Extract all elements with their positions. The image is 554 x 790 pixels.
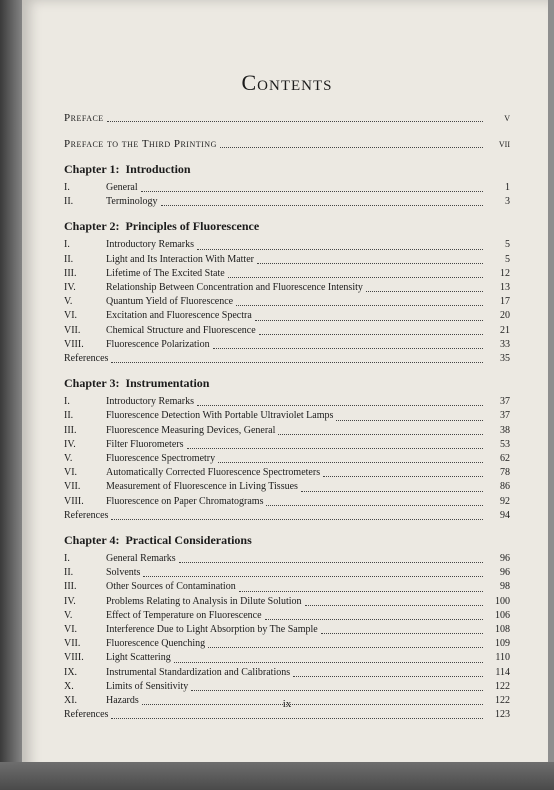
contents-body — [64, 70, 510, 723]
toc-entry — [64, 480, 510, 494]
entry-number: V. — [64, 453, 73, 465]
entry-title: Quantum Yield of Fluorescence — [106, 296, 234, 308]
dot-leader — [257, 262, 483, 264]
entry-number: III. — [64, 581, 77, 593]
toc-entry — [64, 195, 510, 209]
entry-page: 37 — [500, 396, 510, 408]
entry-number: VI. — [64, 624, 78, 636]
dot-leader — [213, 347, 483, 349]
toc-entry — [64, 609, 510, 623]
entry-number: III. — [64, 424, 77, 436]
dot-leader — [218, 461, 483, 463]
dot-leader — [220, 146, 483, 148]
entry-page: 110 — [495, 652, 510, 664]
entry-page: 21 — [500, 324, 510, 336]
entry-page: 20 — [500, 310, 510, 322]
entry-title: Other Sources of Contamination — [106, 581, 236, 593]
entry-number: I. — [64, 239, 70, 251]
entry-number: VII. — [64, 324, 81, 336]
front-matter-entry — [64, 136, 510, 152]
entry-number: VIII. — [64, 338, 84, 350]
entry-number: IV. — [64, 595, 76, 607]
entry-page: 123 — [495, 709, 510, 721]
toc-entry — [64, 324, 510, 338]
entry-number: I. — [64, 182, 70, 193]
entry-title: Light Scattering — [106, 652, 171, 664]
entry-title: References — [64, 353, 109, 365]
entry-page: 1 — [505, 182, 510, 193]
contents-heading: Contents — [241, 70, 333, 95]
entry-page: 3 — [505, 196, 510, 208]
chapter-label: Chapter 2: — [64, 219, 120, 234]
dot-leader — [265, 618, 483, 620]
toc-entry — [64, 438, 510, 452]
chapter-label: Chapter 1: — [64, 162, 120, 176]
toc-entry — [64, 238, 510, 252]
chapter-heading — [64, 376, 510, 391]
toc-entry — [64, 338, 510, 352]
entry-number: VII. — [64, 638, 81, 650]
entry-title: Relationship Between Concentration and Fluorescence Intensity — [106, 282, 363, 294]
entry-number: XI. — [64, 695, 78, 707]
entry-title: Instrumental Standardization and Calibrations — [106, 666, 291, 678]
toc-entry — [64, 452, 510, 466]
dot-leader — [323, 475, 483, 477]
chapter-section — [64, 162, 510, 209]
entry-title: Fluorescence Detection With Portable Ultraviolet Lamps — [106, 410, 334, 422]
dot-leader — [161, 204, 483, 206]
entry-page: vii — [498, 138, 510, 150]
chapter-section — [64, 376, 510, 523]
entry-number: II. — [64, 567, 74, 579]
toc-entry — [64, 552, 510, 566]
toc-entry — [64, 580, 510, 594]
entry-page: 108 — [495, 624, 510, 636]
entry-number: VI. — [64, 310, 78, 322]
toc-entry — [64, 424, 510, 438]
dot-leader — [111, 361, 483, 363]
book-spine — [0, 0, 24, 790]
dot-leader — [197, 248, 483, 250]
entry-page: 96 — [500, 553, 510, 565]
entry-title: Introductory Remarks — [106, 396, 195, 408]
toc-entry — [64, 495, 510, 509]
chapter-title: Principles of Fluorescence — [125, 219, 260, 234]
entry-page: 94 — [500, 509, 510, 521]
chapter-title: Introduction — [125, 162, 191, 176]
chapter-heading — [64, 162, 510, 177]
entry-title: Problems Relating to Analysis in Dilute Solution — [106, 595, 302, 607]
dot-leader — [228, 276, 483, 278]
dot-leader — [111, 518, 483, 520]
toc-entry — [64, 680, 510, 694]
toc-entry — [64, 267, 510, 281]
entry-number: VIII. — [64, 652, 84, 664]
dot-leader — [239, 590, 483, 592]
dot-leader — [259, 333, 483, 335]
entry-number: III. — [64, 267, 77, 279]
chapter-heading — [64, 533, 510, 548]
toc-entry — [64, 651, 510, 665]
entry-title: Filter Fluorometers — [106, 438, 184, 450]
dot-leader — [301, 490, 483, 492]
chapter-label: Chapter 4: — [64, 533, 120, 548]
entry-title: Fluorescence Quenching — [106, 638, 206, 650]
entry-title: References — [64, 709, 109, 721]
dot-leader — [191, 689, 483, 691]
entry-number: V. — [64, 296, 73, 308]
entry-number: VII. — [64, 481, 81, 493]
toc-entry — [64, 309, 510, 323]
chapter-heading — [64, 219, 510, 234]
entry-number: IX. — [64, 666, 78, 678]
entry-page: 35 — [500, 353, 510, 365]
dot-leader — [336, 419, 483, 421]
entry-title: Measurement of Fluorescence in Living Tissues — [106, 481, 298, 493]
entry-page: v — [504, 112, 510, 124]
references-entry — [64, 509, 510, 523]
toc-entry — [64, 281, 510, 295]
entry-number: VI. — [64, 467, 78, 479]
entry-title: Automatically Corrected Fluorescence Spectrometers — [106, 467, 321, 479]
book-bottom-edge — [0, 762, 554, 790]
entry-number: IV. — [64, 438, 76, 450]
entry-title: Fluorescence Spectrometry — [106, 453, 216, 465]
entry-title: Preface — [64, 112, 104, 124]
entry-number: I. — [64, 553, 70, 565]
entry-title: Chemical Structure and Fluorescence — [106, 324, 256, 336]
entry-page: 5 — [505, 239, 510, 251]
chapter-section — [64, 533, 510, 722]
dot-leader — [187, 447, 484, 449]
entry-page: 92 — [500, 495, 510, 507]
entry-title: Effect of Temperature on Fluorescence — [106, 609, 262, 621]
entry-title: Limits of Sensitivity — [106, 680, 189, 692]
chapter-title: Practical Considerations — [125, 533, 252, 548]
entry-page: 38 — [500, 424, 510, 436]
dot-leader — [141, 190, 483, 192]
entry-title: General Remarks — [106, 553, 176, 565]
toc-entry — [64, 566, 510, 580]
entry-page: 17 — [500, 296, 510, 308]
dot-leader — [111, 717, 483, 719]
references-entry — [64, 708, 510, 722]
entry-title: Excitation and Fluorescence Spectra — [106, 310, 252, 322]
dot-leader — [293, 675, 483, 677]
entry-title: Introductory Remarks — [106, 239, 195, 251]
chapter-label: Chapter 3: — [64, 376, 120, 391]
chapter-list — [64, 162, 510, 723]
entry-number: II. — [64, 253, 74, 265]
front-matter-list — [64, 110, 510, 152]
entry-page: 109 — [495, 638, 510, 650]
entry-number: I. — [64, 396, 70, 408]
toc-entry — [64, 466, 510, 480]
entry-page: 33 — [500, 338, 510, 350]
entry-page: 78 — [500, 467, 510, 479]
dot-leader — [366, 290, 483, 292]
toc-entry — [64, 409, 510, 423]
entry-number: V. — [64, 609, 73, 621]
entry-number: II. — [64, 196, 74, 208]
entry-page: 13 — [500, 282, 510, 294]
entry-title: Terminology — [106, 196, 158, 208]
toc-entry — [64, 666, 510, 680]
entry-page: 12 — [500, 267, 510, 279]
entry-title: Fluorescence Polarization — [106, 338, 210, 350]
dot-leader — [321, 632, 483, 634]
entry-title: Light and Its Interaction With Matter — [106, 253, 254, 265]
entry-page: 96 — [500, 567, 510, 579]
dot-leader — [278, 433, 483, 435]
entry-title: Solvents — [106, 567, 141, 579]
entry-page: 122 — [495, 680, 510, 692]
toc-entry — [64, 181, 510, 195]
dot-leader — [305, 604, 483, 606]
entry-title: Hazards — [106, 695, 139, 707]
dot-leader — [255, 319, 483, 321]
toc-entry — [64, 637, 510, 651]
entry-page: 100 — [495, 595, 510, 607]
dot-leader — [236, 304, 483, 306]
entry-number: VIII. — [64, 495, 84, 507]
entry-title: Fluorescence Measuring Devices, General — [106, 424, 276, 436]
entry-page: 114 — [495, 666, 510, 678]
chapter-title: Instrumentation — [125, 376, 210, 391]
page-edge — [548, 0, 554, 790]
entry-number: X. — [64, 680, 74, 692]
toc-entry — [64, 295, 510, 309]
toc-entry — [64, 395, 510, 409]
entry-page: 86 — [500, 481, 510, 493]
toc-entry — [64, 623, 510, 637]
toc-entry — [64, 253, 510, 267]
page-number: ix — [282, 698, 292, 710]
entry-page: 122 — [495, 695, 510, 707]
entry-number: IV. — [64, 282, 76, 294]
entry-number: II. — [64, 410, 74, 422]
references-entry — [64, 352, 510, 366]
book-page — [22, 0, 550, 790]
dot-leader — [143, 575, 483, 577]
dot-leader — [197, 404, 483, 406]
entry-page: 37 — [500, 410, 510, 422]
entry-page: 98 — [500, 581, 510, 593]
entry-title: Preface to the Third Printing — [64, 138, 217, 150]
entry-title: References — [64, 509, 109, 521]
entry-page: 106 — [495, 609, 510, 621]
entry-title: Lifetime of The Excited State — [106, 267, 225, 279]
dot-leader — [208, 646, 483, 648]
entry-page: 53 — [500, 438, 510, 450]
dot-leader — [107, 120, 483, 122]
chapter-section — [64, 219, 510, 366]
entry-page: 5 — [505, 253, 510, 265]
dot-leader — [174, 661, 483, 663]
entry-title: General — [106, 182, 138, 193]
dot-leader — [179, 561, 483, 563]
entry-title: Interference Due to Light Absorption by The Sample — [106, 624, 318, 636]
entry-page: 62 — [500, 453, 510, 465]
front-matter-entry — [64, 110, 510, 126]
entry-title: Fluorescence on Paper Chromatograms — [106, 495, 264, 507]
dot-leader — [266, 504, 483, 506]
toc-entry — [64, 595, 510, 609]
